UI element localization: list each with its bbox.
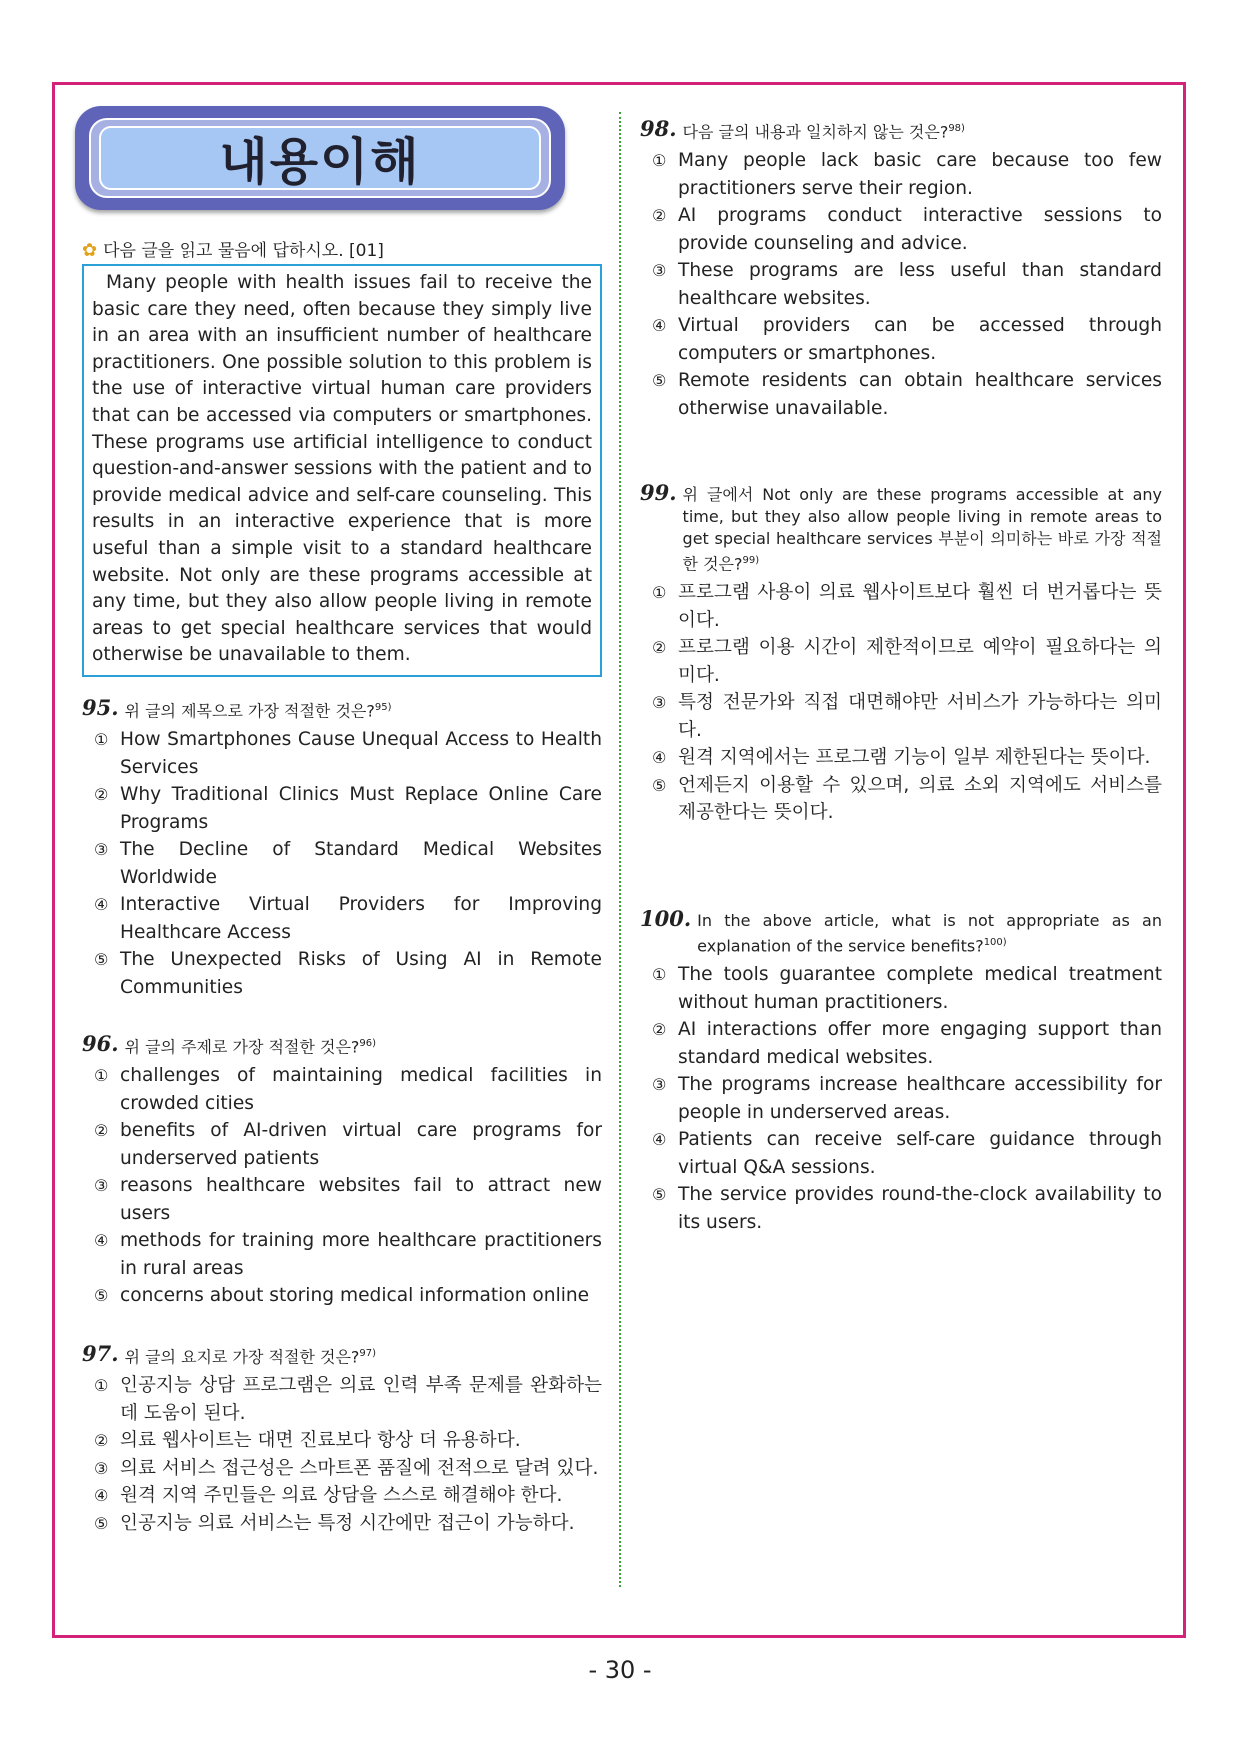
option-text: The Unexpected Risks of Using AI in Remote Communities: [120, 949, 602, 998]
option-mark: ②: [94, 785, 109, 805]
option-mark: ⑤: [94, 1286, 109, 1306]
option-text: benefits of AI-driven virtual care programs for underserved patients: [120, 1120, 602, 1169]
option-text: 특정 전문가와 직접 대면해야만 서비스가 가능하다는 의미다.: [678, 692, 1162, 741]
option-text: Virtual providers can be accessed through computers or smartphones.: [678, 315, 1162, 364]
option-mark: ③: [94, 1458, 109, 1478]
footnote-marker: 98): [948, 123, 965, 134]
option-mark: ④: [94, 1231, 109, 1251]
option-1[interactable]: [94, 1062, 602, 1117]
option-text: Why Traditional Clinics Must Replace Online Care Programs: [120, 784, 602, 833]
option-text: 원격 지역 주민들은 의료 상담을 스스로 해결해야 한다.: [120, 1485, 563, 1507]
reading-passage: Many people with health issues fail to receive the basic care they need, often because they simply live in an area with an insufficient number of healthcare practitioners. One possible solution to this problem is the use of interactive virtual human care providers that can be accessed via computers or smartphones. These programs use artificial intelligence to conduct question-and-answer sessions with the patient and to provide medical advice and self-care counseling. This results in an interactive experience that is more useful than a simple visit to a standard healthcare website. Not only are these programs accessible at any time, but they also allow people living in remote areas to get special healthcare services that would otherwise be unavailable to them.: [82, 264, 602, 677]
option-4[interactable]: [652, 1126, 1162, 1181]
option-text: concerns about storing medical information online: [120, 1285, 590, 1307]
option-text: AI programs conduct interactive sessions to provide counseling and advice.: [678, 205, 1162, 254]
option-2[interactable]: [652, 634, 1162, 689]
column-divider: [619, 112, 621, 1587]
option-mark: ③: [94, 1176, 109, 1196]
option-mark: ②: [652, 1020, 667, 1040]
option-2[interactable]: [652, 202, 1162, 257]
option-text: These programs are less useful than standard healthcare websites.: [678, 260, 1162, 309]
question-text: 다음 글의 내용과 일치하지 않는 것은?: [682, 122, 949, 142]
option-text: methods for training more healthcare practitioners in rural areas: [120, 1230, 602, 1279]
option-4[interactable]: [652, 744, 1162, 772]
question-number: 97.: [82, 1341, 119, 1366]
instruction-text: 다음 글을 읽고 물음에 답하시오. [01]: [103, 241, 384, 261]
option-mark: ⑤: [652, 775, 667, 795]
option-2[interactable]: [94, 1117, 602, 1172]
option-text: 인공지능 의료 서비스는 특정 시간에만 접근이 가능하다.: [120, 1512, 575, 1534]
option-text: The tools guarantee complete medical treatment without human practitioners.: [678, 964, 1162, 1013]
option-text: How Smartphones Cause Unequal Access to Health Services: [120, 729, 602, 778]
question-text: 위 글의 주제로 가장 적절한 것은?: [124, 1037, 360, 1057]
option-text: 의료 웹사이트는 대면 진료보다 항상 더 유용하다.: [120, 1430, 521, 1452]
question-97: [82, 1343, 602, 1537]
option-3[interactable]: [94, 1172, 602, 1227]
question-header: [82, 1033, 602, 1058]
option-mark: ②: [652, 638, 667, 658]
option-text: reasons healthcare websites fail to attract new users: [120, 1175, 602, 1224]
option-text: The Decline of Standard Medical Websites Worldwide: [120, 839, 602, 888]
option-text: 언제든지 이용할 수 있으며, 의료 소외 지역에도 서비스를 제공한다는 뜻이다.: [678, 774, 1162, 824]
option-list: [640, 579, 1162, 827]
question-text: In the above article, what is not appropriate as an explanation of the service benefits?: [697, 911, 1162, 956]
option-1[interactable]: [94, 726, 602, 781]
option-mark: ③: [652, 1075, 667, 1095]
option-mark: ③: [94, 840, 109, 860]
option-5[interactable]: [652, 772, 1162, 827]
option-mark: ①: [94, 730, 109, 750]
question-number: 96.: [82, 1031, 119, 1056]
option-5[interactable]: [652, 367, 1162, 422]
option-1[interactable]: [94, 1372, 602, 1427]
option-5[interactable]: [94, 1282, 602, 1310]
option-text: Patients can receive self-care guidance through virtual Q&A sessions.: [678, 1129, 1162, 1178]
option-2[interactable]: [652, 1016, 1162, 1071]
option-mark: ④: [94, 895, 109, 915]
option-text: challenges of maintaining medical facilities in crowded cities: [120, 1065, 602, 1114]
option-text: The programs increase healthcare accessibility for people in underserved areas.: [678, 1074, 1162, 1123]
question-header: [82, 697, 602, 722]
option-list: [82, 1372, 602, 1537]
option-4[interactable]: [652, 312, 1162, 367]
option-5[interactable]: [652, 1181, 1162, 1236]
option-text: Interactive Virtual Providers for Improving Healthcare Access: [120, 894, 602, 943]
footnote-marker: 100): [983, 937, 1007, 948]
option-mark: ③: [652, 261, 667, 281]
option-2[interactable]: [94, 781, 602, 836]
footnote-marker: 99): [742, 555, 760, 566]
option-mark: ③: [652, 693, 667, 713]
question-number: 99.: [640, 480, 677, 505]
option-text: 프로그램 이용 시간이 제한적이므로 예약이 필요하다는 의미다.: [678, 637, 1162, 686]
option-2[interactable]: [94, 1427, 602, 1455]
option-text: Many people lack basic care because too few practitioners serve their region.: [678, 150, 1162, 199]
option-mark: ①: [94, 1066, 109, 1086]
option-text: 의료 서비스 접근성은 스마트폰 품질에 전적으로 달려 있다.: [120, 1457, 599, 1479]
instruction: [82, 236, 384, 261]
option-list: [82, 1062, 602, 1310]
question-number: 100.: [640, 906, 692, 931]
option-text: Remote residents can obtain healthcare services otherwise unavailable.: [678, 370, 1162, 419]
question-96: [82, 1033, 602, 1310]
option-mark: ④: [652, 1130, 667, 1150]
option-mark: ⑤: [94, 1513, 109, 1533]
option-text: AI interactions offer more engaging support than standard medical websites.: [678, 1019, 1162, 1068]
title-banner-core: [99, 126, 541, 190]
option-3[interactable]: [652, 1071, 1162, 1126]
option-1[interactable]: [652, 147, 1162, 202]
option-5[interactable]: [94, 946, 602, 1001]
option-4[interactable]: [94, 1227, 602, 1282]
option-mark: ①: [652, 965, 667, 985]
footnote-marker: 95): [374, 702, 392, 713]
option-mark: ⑤: [652, 1185, 667, 1205]
option-5[interactable]: [94, 1510, 602, 1538]
question-text: 위 글의 제목으로 가장 적절한 것은?: [124, 701, 375, 721]
question-header: [640, 482, 1162, 575]
option-mark: ⑤: [652, 371, 667, 391]
question-number: 95.: [82, 695, 119, 720]
question-95: [82, 697, 602, 1001]
option-mark: ①: [652, 583, 667, 603]
question-99: [640, 482, 1162, 827]
option-4[interactable]: [94, 1482, 602, 1510]
option-mark: ④: [652, 316, 667, 336]
option-mark: ②: [94, 1121, 109, 1141]
option-list: [82, 726, 602, 1001]
question-text: 위 글에서 Not only are these programs accessible at any time, but they also allow people living in remote areas to get special healthcare services 부분이 의미하는 바로 가장 적절한 것은?: [682, 485, 1162, 574]
page-number: - 30 -: [588, 1656, 652, 1684]
title-banner: [75, 106, 565, 210]
question-text: 위 글의 요지로 가장 적절한 것은?: [124, 1347, 360, 1367]
option-1[interactable]: [652, 579, 1162, 634]
footnote-marker: 96): [359, 1038, 377, 1049]
option-list: [640, 961, 1162, 1236]
question-header: [640, 908, 1162, 957]
question-number: 98.: [640, 116, 677, 141]
option-mark: ④: [94, 1486, 109, 1506]
option-3[interactable]: [652, 257, 1162, 312]
question-header: [82, 1343, 602, 1368]
option-text: 프로그램 사용이 의료 웹사이트보다 훨씬 더 번거롭다는 뜻이다.: [678, 582, 1162, 631]
option-mark: ②: [652, 206, 667, 226]
option-list: [640, 147, 1162, 422]
option-mark: ②: [94, 1431, 109, 1451]
option-3[interactable]: [94, 836, 602, 891]
option-text: 인공지능 상담 프로그램은 의료 인력 부족 문제를 완화하는 데 도움이 된다.: [120, 1375, 602, 1424]
option-mark: ①: [94, 1376, 109, 1396]
option-mark: ④: [652, 748, 667, 768]
question-header: [640, 118, 1162, 143]
option-3[interactable]: [652, 689, 1162, 744]
option-3[interactable]: [94, 1455, 602, 1483]
option-mark: ⑤: [94, 950, 109, 970]
page-title: 내용이해: [219, 133, 421, 191]
question-100: [640, 908, 1162, 1236]
title-banner-inner: [89, 118, 551, 198]
option-text: The service provides round-the-clock availability to its users.: [678, 1184, 1162, 1233]
flower-icon: ✿: [82, 240, 98, 261]
footnote-marker: 97): [359, 1348, 377, 1359]
option-4[interactable]: [94, 891, 602, 946]
option-text: 원격 지역에서는 프로그램 기능이 일부 제한된다는 뜻이다.: [678, 747, 1151, 769]
question-98: [640, 118, 1162, 422]
option-mark: ①: [652, 151, 667, 171]
option-1[interactable]: [652, 961, 1162, 1016]
